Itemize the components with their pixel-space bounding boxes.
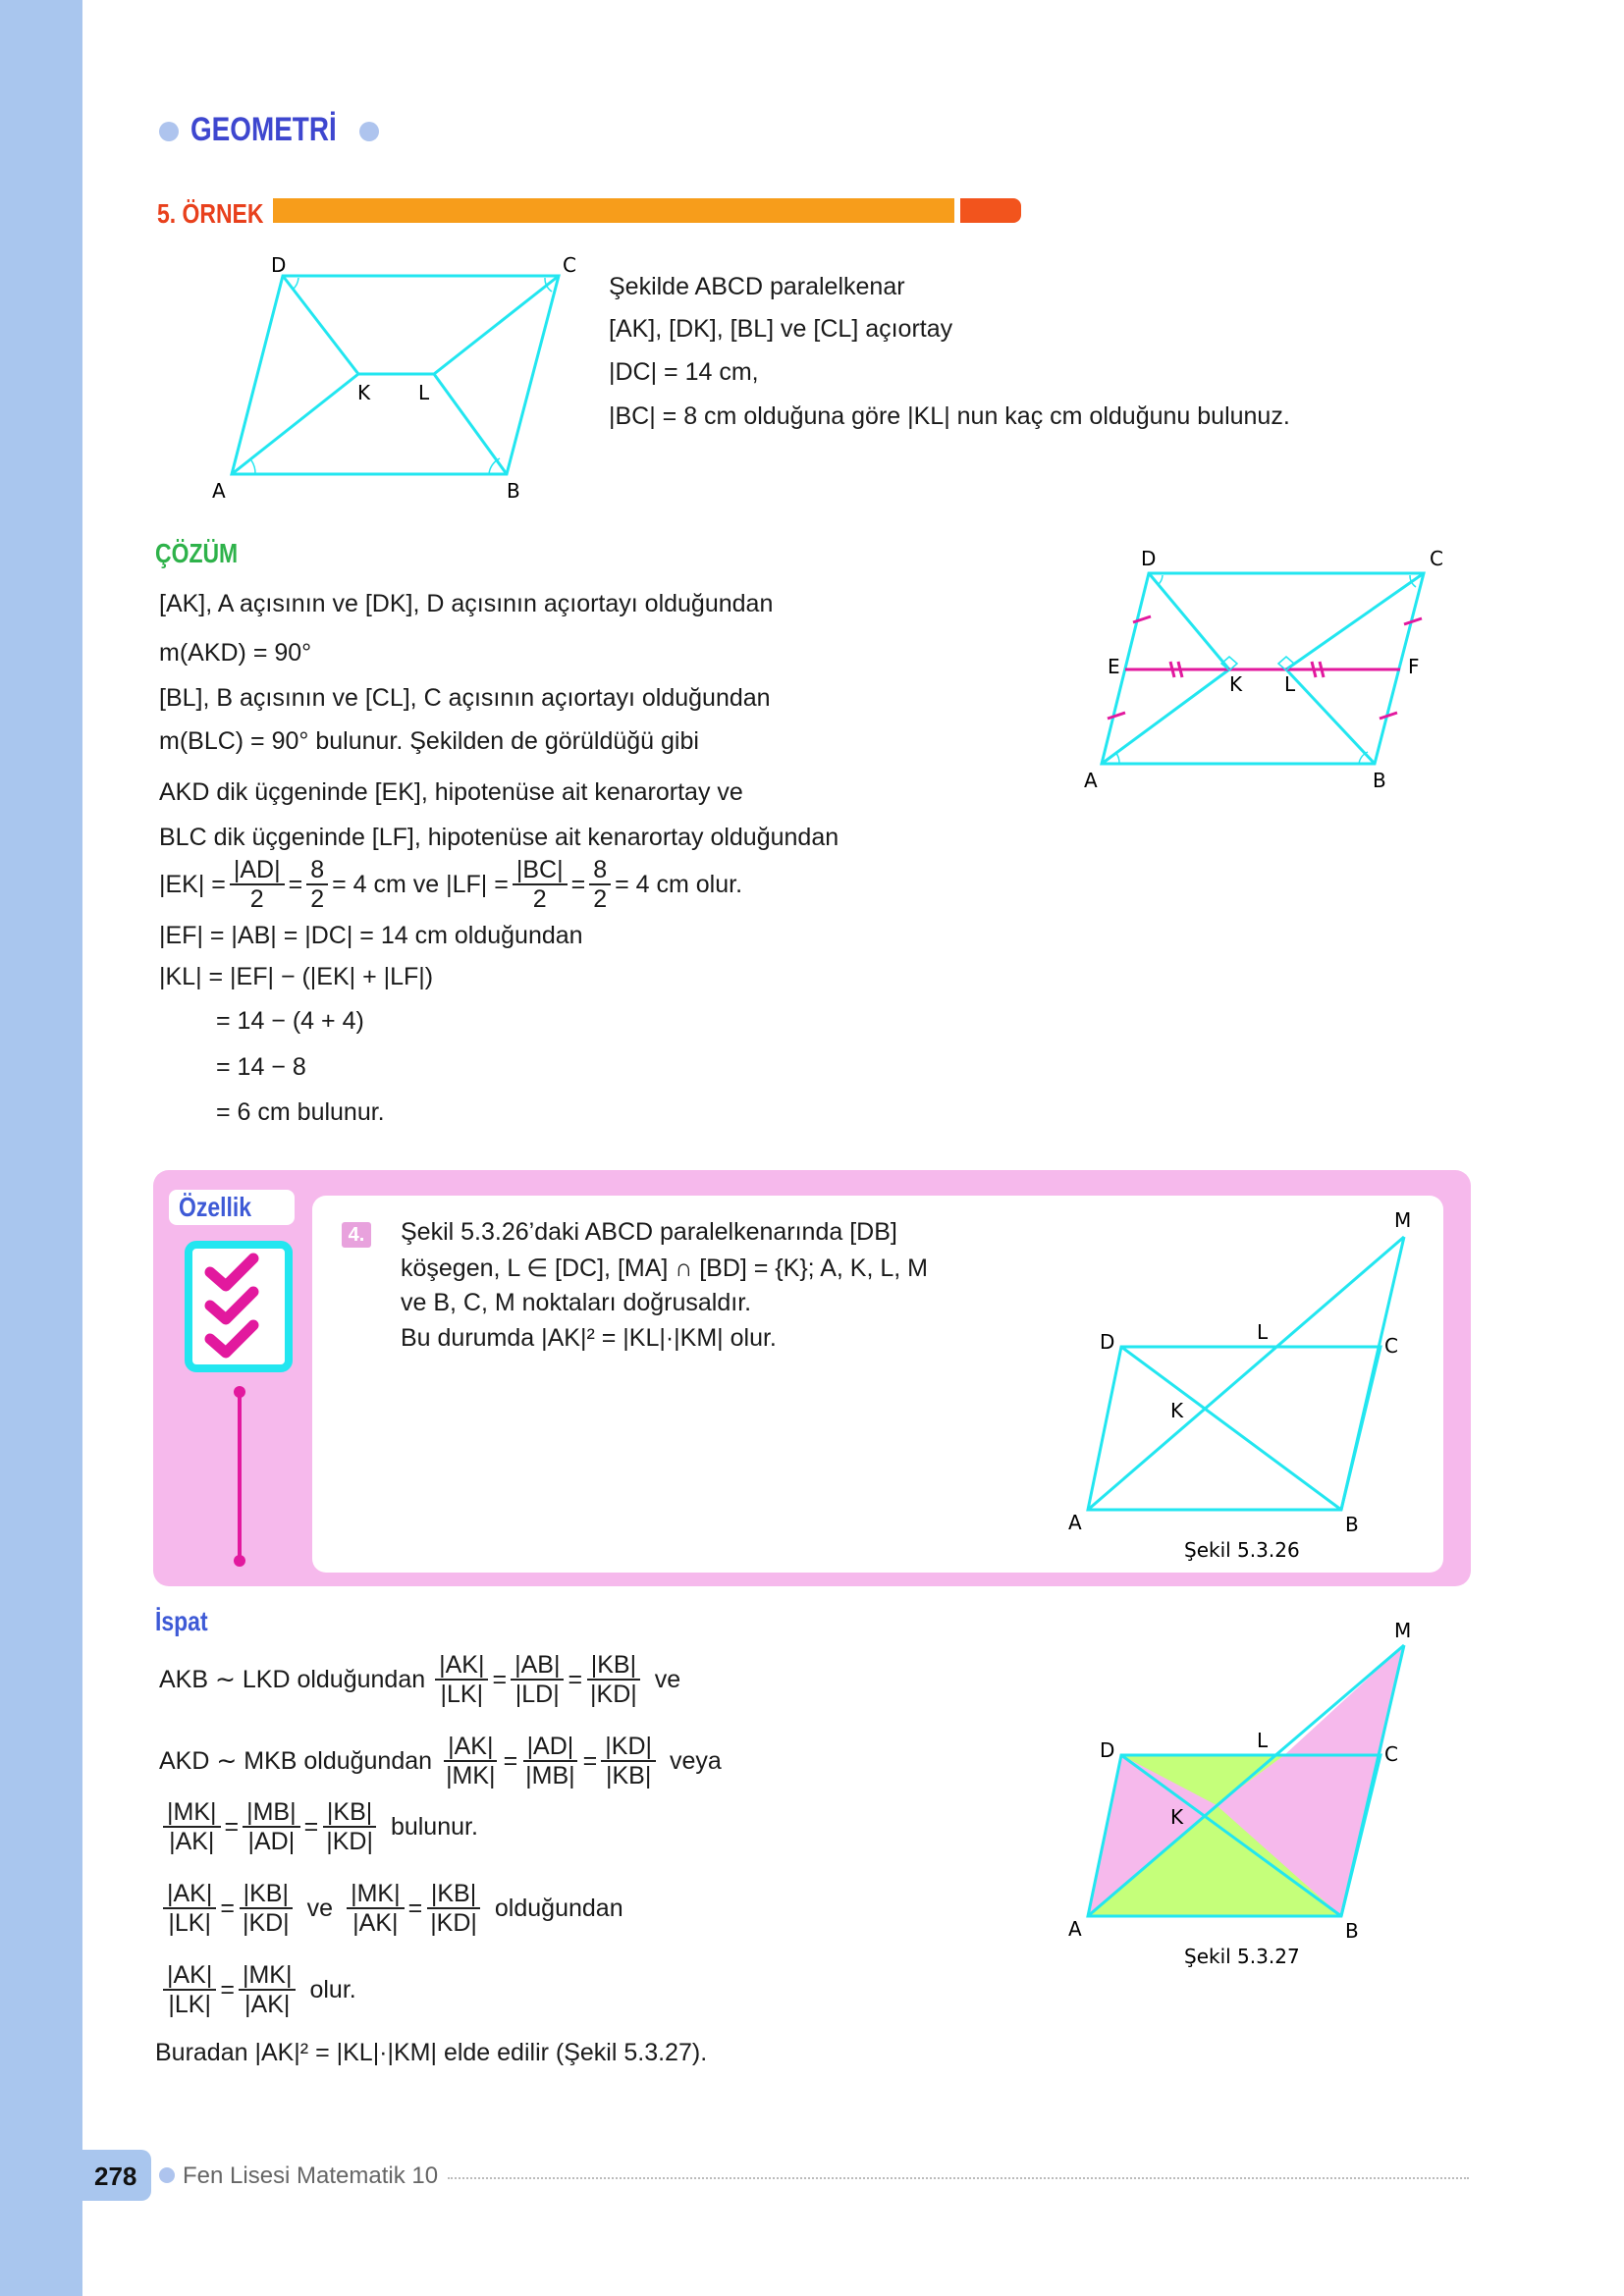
- solution-ef-line: |EF| = |AB| = |DC| = 14 cm olduğundan: [159, 922, 583, 949]
- proof-line-1: AKB ∼ LKD olduğundan $\frac{|AK|}{|LK|}$ = $\frac{|AB|}{|LD|}$ = $\frac{|KB|}{|KD|}$ ve: [159, 1651, 681, 1708]
- solution-ek-line: |EK| = $\frac{|AD|}{2}$ = $\frac{8}{2}$ = 4 cm ve |LF| = $\frac{|BC|}{2}$ = $\frac{8}{2}$ = 4 cm olur.: [159, 856, 743, 913]
- solution-line-2: m(AKD) = 90°: [159, 639, 312, 667]
- property-label: Özellik: [179, 1192, 252, 1222]
- prop-label-A: A: [1068, 1511, 1082, 1534]
- solution-kl-line-4: = 6 cm bulunur.: [216, 1098, 385, 1126]
- footer-book-title: Fen Lisesi Matematik 10: [183, 2163, 439, 2189]
- sol-label-B: B: [1373, 769, 1386, 792]
- sol-label-C: C: [1430, 547, 1443, 570]
- ex-label-K: K: [357, 381, 371, 404]
- solution-kl-line-2: = 14 − (4 + 4): [216, 1007, 364, 1035]
- ek-prefix: |EK| =: [159, 871, 226, 898]
- example-line-1: Şekilde ABCD paralelkenar: [609, 273, 905, 300]
- page-number: 278: [94, 2162, 137, 2191]
- proof-line-3: $\frac{|MK|}{|AK|}$ = $\frac{|MB|}{|AD|}$ = $\frac{|KB|}{|KD|}$ bulunur.: [159, 1798, 478, 1855]
- proof-final: Buradan |AK|² = |KL|·|KM| elde edilir (Şekil 5.3.27).: [155, 2039, 708, 2066]
- proof-label: İspat: [155, 1606, 208, 1636]
- solution-kl-line-3: = 14 − 8: [216, 1053, 306, 1081]
- proof-label-K: K: [1170, 1805, 1184, 1829]
- footer-dot: [159, 2167, 175, 2183]
- property-label-tab: [169, 1190, 295, 1225]
- prop-label-D: D: [1100, 1330, 1115, 1354]
- solution-line-5: AKD dik üçgeninde [EK], hipotenüse ait kenarortay ve: [159, 778, 743, 806]
- ek-mid: = 4 cm ve |LF| =: [332, 871, 509, 898]
- example-line-3: |DC| = 14 cm,: [609, 358, 759, 386]
- page-sidebar-stripe: [0, 0, 82, 2296]
- solution-label: ÇÖZÜM: [155, 538, 239, 568]
- sol-label-D: D: [1141, 547, 1157, 570]
- solution-line-6: BLC dik üçgeninde [LF], hipotenüse ait kenarortay olduğundan: [159, 824, 839, 851]
- sol-label-E: E: [1108, 655, 1120, 678]
- sol-label-F: F: [1408, 655, 1420, 678]
- proof-figure: [1060, 1616, 1453, 1989]
- header-dot-right: [359, 122, 379, 141]
- footer-dotted-rule: [448, 2177, 1469, 2179]
- header-dot-left: [159, 122, 179, 141]
- prop-label-B: B: [1345, 1513, 1359, 1536]
- solution-kl-line-1: |KL| = |EF| − (|EK| + |LF|): [159, 963, 434, 990]
- prop-label-M: M: [1394, 1208, 1412, 1232]
- proof-line-4: $\frac{|AK|}{|LK|}$ = $\frac{|KB|}{|KD|}$ ve $\frac{|MK|}{|AK|}$ = $\frac{|KB|}{|KD|}$ olduğundan: [159, 1880, 623, 1937]
- page-number-tab: [82, 2150, 151, 2201]
- example-bar: [273, 198, 954, 223]
- example-line-2: [AK], [DK], [BL] ve [CL] açıortay: [609, 315, 953, 343]
- solution-figure: [1080, 546, 1473, 801]
- proof-label-B: B: [1345, 1919, 1359, 1943]
- ex-label-L: L: [418, 381, 430, 404]
- frac-bc-2: $\frac{|BC|}{2}$: [513, 856, 568, 913]
- example-label: 5. ÖRNEK: [157, 198, 264, 229]
- proof-line-2: AKD ∼ MKB olduğundan $\frac{|AK|}{|MK|}$ = $\frac{|AD|}{|MB|}$ = $\frac{|KD|}{|KB|}$ veya: [159, 1733, 722, 1789]
- frac-8-2: $\frac{8}{2}$: [306, 856, 328, 913]
- sol-label-K: K: [1229, 672, 1243, 696]
- proof-label-D: D: [1100, 1738, 1115, 1762]
- example-bar-end: [960, 198, 1021, 223]
- lf-end: = 4 cm olur.: [615, 871, 743, 898]
- property-line-1: Şekil 5.3.26’daki ABCD paralelkenarında [DB]: [401, 1218, 897, 1246]
- property-line-4: Bu durumda |AK|² = |KL|·|KM| olur.: [401, 1324, 777, 1352]
- checklist-icon: [181, 1239, 298, 1573]
- property-line-2: köşegen, L ∈ [DC], [MA] ∩ [BD] = {K}; A, K, L, M: [401, 1255, 928, 1282]
- proof-label-A: A: [1068, 1917, 1082, 1941]
- proof-label-L: L: [1257, 1729, 1269, 1752]
- page-title: GEOMETRİ: [190, 111, 337, 148]
- ex-label-A: A: [212, 479, 226, 503]
- proof-l1-prefix: AKB ∼ LKD olduğundan: [159, 1666, 426, 1693]
- proof-figure-caption: Şekil 5.3.27: [1184, 1945, 1300, 1968]
- ex-label-C: C: [563, 253, 576, 277]
- proof-label-C: C: [1384, 1742, 1398, 1766]
- example-figure: [196, 250, 589, 506]
- example-line-4: |BC| = 8 cm olduğuna göre |KL| nun kaç cm olduğunu bulunuz.: [609, 402, 1290, 430]
- solution-line-3: [BL], B açısının ve [CL], C açısının açıortayı olduğundan: [159, 684, 771, 712]
- prop-label-C: C: [1384, 1334, 1398, 1358]
- property-number: 4.: [342, 1222, 371, 1248]
- frac-8-2-b: $\frac{8}{2}$: [589, 856, 611, 913]
- solution-line-1: [AK], A açısının ve [DK], D açısının açıortayı olduğundan: [159, 590, 774, 617]
- proof-line-5: $\frac{|AK|}{|LK|}$ = $\frac{|MK|}{|AK|}$ olur.: [159, 1961, 356, 2018]
- prop-label-L: L: [1257, 1320, 1269, 1344]
- sol-label-L: L: [1284, 672, 1296, 696]
- ex-label-B: B: [507, 479, 520, 503]
- property-line-3: ve B, C, M noktaları doğrusaldır.: [401, 1289, 752, 1316]
- property-figure-caption: Şekil 5.3.26: [1184, 1538, 1300, 1562]
- prop-label-K: K: [1170, 1399, 1184, 1422]
- sol-label-A: A: [1084, 769, 1098, 792]
- frac-ad-2: $\frac{|AD|}{2}$: [230, 856, 285, 913]
- proof-label-M: M: [1394, 1619, 1412, 1642]
- property-figure: [1060, 1203, 1453, 1576]
- ex-label-D: D: [271, 253, 287, 277]
- solution-line-4: m(BLC) = 90° bulunur. Şekilden de görüldüğü gibi: [159, 727, 699, 755]
